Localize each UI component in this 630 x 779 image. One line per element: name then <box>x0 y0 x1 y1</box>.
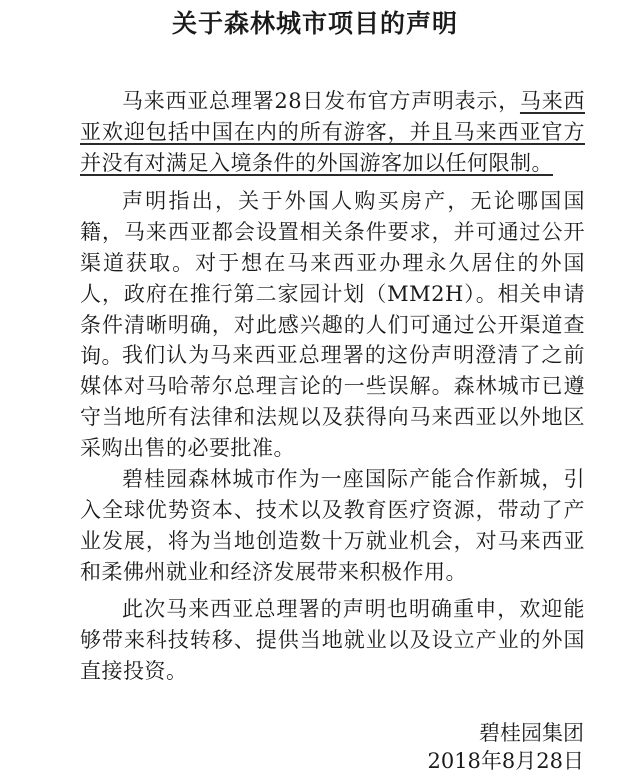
paragraph-1 <box>80 86 585 179</box>
signature-organization: 碧桂园集团 <box>479 721 584 745</box>
paragraph-3: 我们认为马来西亚总理署的这份声明澄清了之前媒体对马哈蒂尔总理言论的一些误解。森林城市已遵守当地所有法律和法规以及获得向马来西亚以外地区采购出售的必要批准。 <box>80 343 585 460</box>
paragraph-1-lead: 马来西亚总理署28日发布官方声明表示， <box>122 89 520 113</box>
paragraph-4: 碧桂园森林城市作为一座国际产能合作新城，引入全球优势资本、技术以及教育医疗资源，带动了产业发展，将为当地创造数十万就业机会，对马来西亚和柔佛州就业和经济发展带来积极作用。 <box>80 467 585 584</box>
paragraph-1-underlined-text: 马来西亚欢迎包括中国在内的所有游客，并且马来西亚官方并没有对满足入境条件的外国游客加以任何限制。 <box>80 89 585 175</box>
document-title: 关于森林城市项目的声明 <box>171 9 458 38</box>
paragraph-2: 声明指出，关于外国人购买房产，无论哪国国籍，马来西亚都会设置相关条件要求，并可通过公开渠道获取。对于想在马来西亚办理永久居住的外国人，政府在推行第二家园计划（MM2H）。相关申请条件清晰明确，对此感兴趣的人们可通过公开渠道查询。 <box>80 189 585 368</box>
signature-date: 2018年8月28日 <box>427 749 584 773</box>
paragraph-5: 此次马来西亚总理署的声明也明确重申，欢迎能够带来科技转移、提供当地就业以及设立产业的外国直接投资。 <box>80 597 585 683</box>
